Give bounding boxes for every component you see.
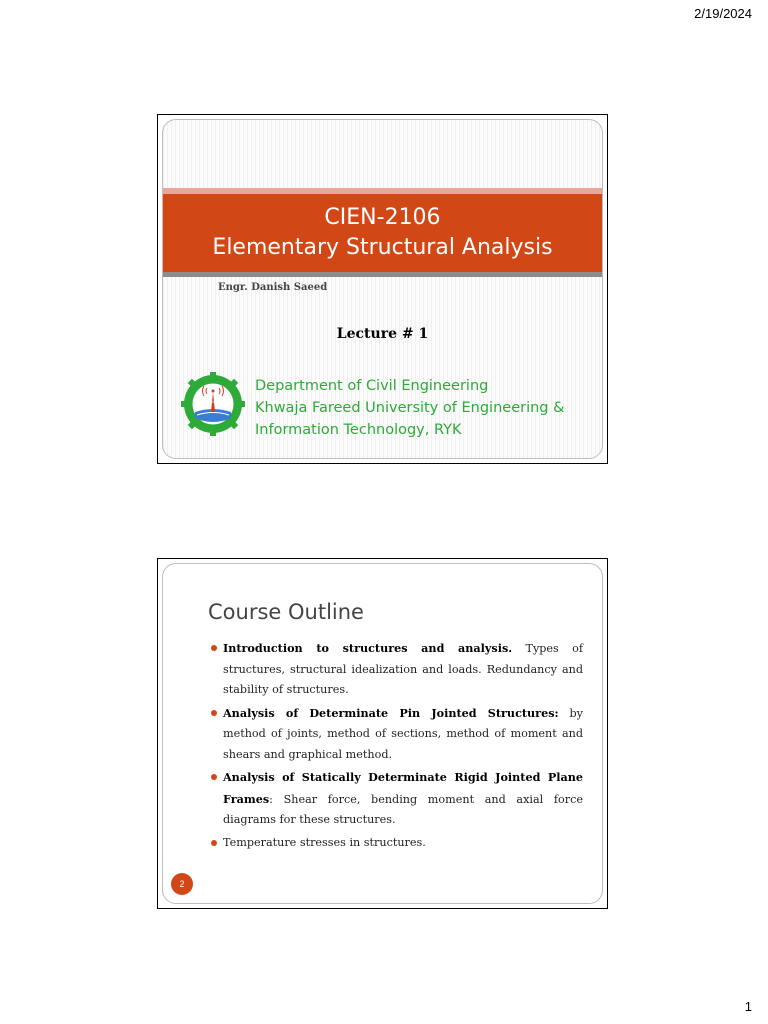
department-block (255, 375, 564, 441)
item-text: Temperature stresses in structures. (223, 835, 426, 849)
university-name-line2: Information Technology, RYK (255, 422, 462, 438)
slide-2 (157, 558, 608, 909)
page-date: 2/19/2024 (694, 6, 752, 21)
course-name: Elementary Structural Analysis (212, 235, 553, 260)
list-item (223, 638, 583, 701)
list-item (223, 703, 583, 766)
item-text: by method of joints, method of sections, method of moment and shears and graphical method. (223, 706, 583, 761)
slide-2-frame (162, 563, 603, 904)
list-item (223, 767, 583, 831)
author-name: Engr. Danish Saeed (218, 282, 328, 293)
title-band (163, 194, 602, 272)
course-outline-list (223, 638, 583, 855)
course-code: CIEN-2106 (324, 205, 441, 230)
department-name: Department of Civil Engineering (255, 378, 489, 394)
slide-number-badge: 2 (171, 873, 193, 895)
slide-1-frame (162, 119, 603, 459)
item-text: : Shear force, bending moment and axial force diagrams for these structures. (223, 792, 583, 826)
slide-1 (157, 114, 608, 464)
title-band-shadow (163, 272, 602, 277)
item-text: Types of structures, structural idealization and loads. Redundancy and stability of structures. (223, 642, 583, 696)
slide-title: Course Outline (208, 600, 364, 624)
university-seal-icon (181, 372, 245, 436)
item-heading: Analysis of Statically Determinate Rigid Jointed Plane Frames (223, 770, 583, 806)
item-heading: Analysis of Determinate Pin Jointed Structures: (223, 705, 559, 720)
lecture-number: Lecture # 1 (336, 326, 429, 342)
university-name-line1: Khwaja Fareed University of Engineering & (255, 400, 565, 416)
item-heading: Introduction to structures and analysis. (223, 641, 513, 655)
page-number: 1 (744, 999, 752, 1014)
list-item (223, 833, 583, 854)
